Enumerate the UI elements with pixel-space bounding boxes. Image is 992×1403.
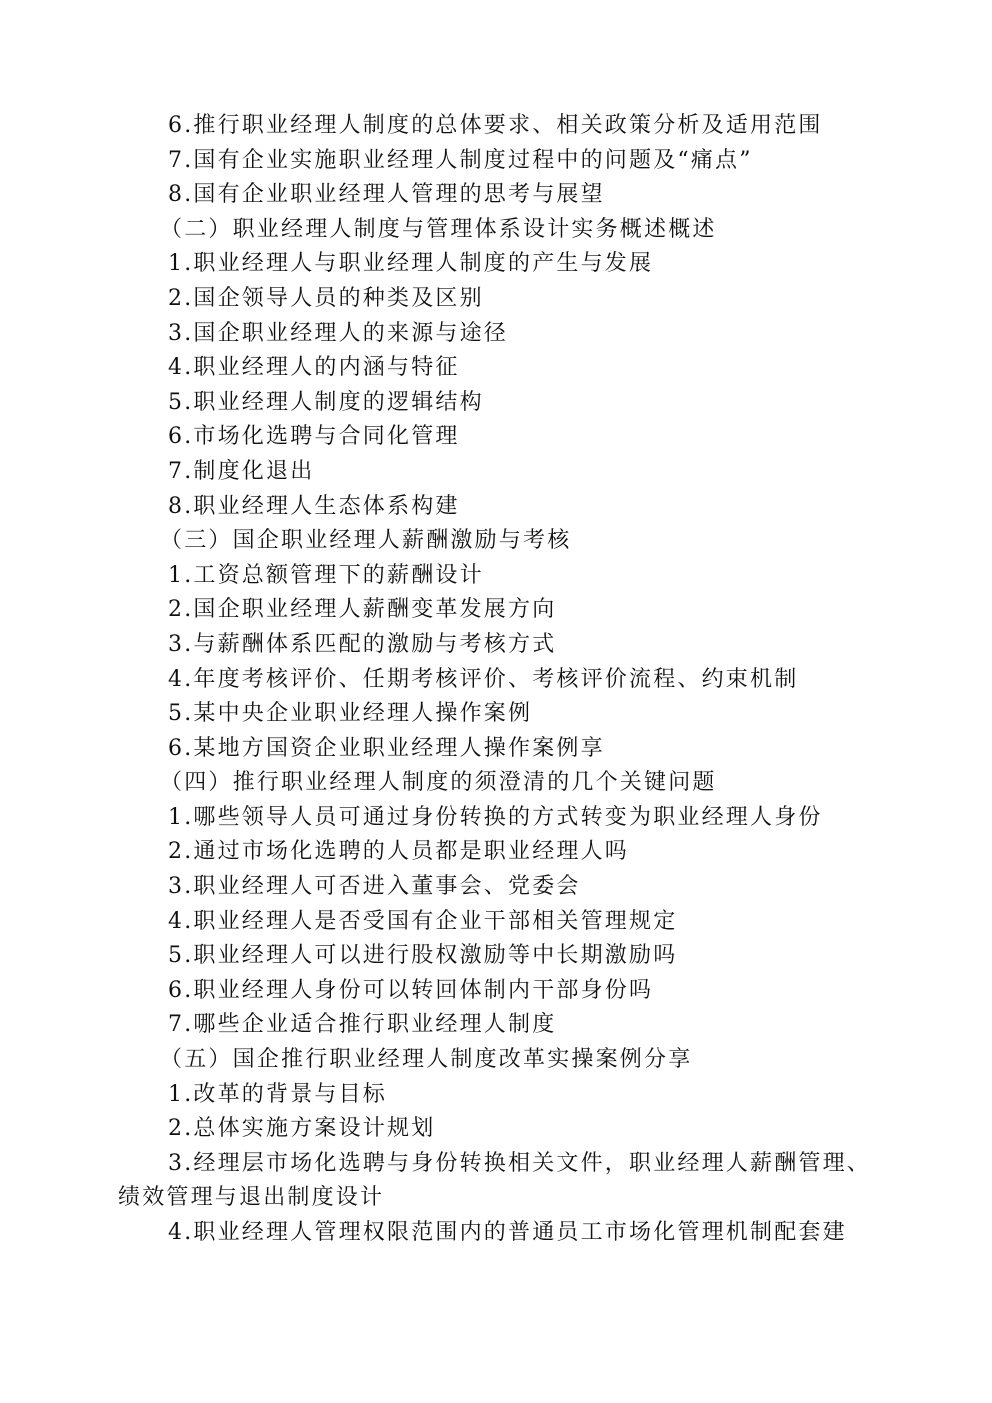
list-item: 1.哪些领导人员可通过身份转换的方式转变为职业经理人身份 (168, 804, 823, 830)
list-item: 5.某中央企业职业经理人操作案例 (168, 701, 533, 727)
list-item: 1.职业经理人与职业经理人制度的产生与发展 (168, 251, 654, 277)
list-item: 2.国企领导人员的种类及区别 (168, 285, 484, 311)
list-item: 2.国企职业经理人薪酬变革发展方向 (168, 597, 557, 623)
list-item: 7.制度化退出 (168, 458, 315, 484)
list-item: 8.职业经理人生态体系构建 (168, 493, 460, 519)
list-item: 7.国有企业实施职业经理人制度过程中的问题及“痛点” (168, 147, 753, 173)
list-item: 3.与薪酬体系匹配的激励与考核方式 (168, 631, 557, 657)
section-heading: （四）推行职业经理人制度的须澄清的几个关键问题 (160, 770, 717, 796)
list-item: 8.国有企业职业经理人管理的思考与展望 (168, 182, 605, 208)
list-item: 4.年度考核评价、任期考核评价、考核评价流程、约束机制 (168, 666, 799, 692)
list-item: 2.通过市场化选聘的人员都是职业经理人吗 (168, 839, 629, 865)
list-item: 3.经理层市场化选聘与身份转换相关文件，职业经理人薪酬管理、 (168, 1150, 871, 1176)
list-item: 1.工资总额管理下的薪酬设计 (168, 562, 484, 588)
list-item: 5.职业经理人制度的逻辑结构 (168, 389, 484, 415)
list-item-continuation: 绩效管理与退出制度设计 (118, 1185, 385, 1211)
section-heading: （二）职业经理人制度与管理体系设计实务概述概述 (160, 216, 717, 242)
list-item: 6.推行职业经理人制度的总体要求、相关政策分析及适用范围 (168, 113, 823, 138)
list-item: 4.职业经理人是否受国有企业干部相关管理规定 (168, 908, 678, 934)
list-item: 6.某地方国资企业职业经理人操作案例享 (168, 735, 605, 761)
list-item: 3.国企职业经理人的来源与途径 (168, 320, 508, 346)
section-heading: （五）国企推行职业经理人制度改革实操案例分享 (160, 1047, 693, 1073)
list-item: 2.总体实施方案设计规划 (168, 1116, 436, 1142)
list-item: 6.职业经理人身份可以转回体制内干部身份吗 (168, 977, 654, 1003)
list-item: 7.哪些企业适合推行职业经理人制度 (168, 1012, 557, 1038)
list-item: 6.市场化选聘与合同化管理 (168, 424, 460, 450)
section-heading: （三）国企职业经理人薪酬激励与考核 (160, 528, 572, 554)
document-body (118, 109, 878, 1251)
list-item: 1.改革的背景与目标 (168, 1081, 387, 1107)
list-item: 4.职业经理人管理权限范围内的普通员工市场化管理机制配套建 (168, 1220, 847, 1245)
list-item: 5.职业经理人可以进行股权激励等中长期激励吗 (168, 943, 678, 969)
list-item: 4.职业经理人的内涵与特征 (168, 355, 460, 381)
list-item: 3.职业经理人可否进入董事会、党委会 (168, 874, 581, 900)
